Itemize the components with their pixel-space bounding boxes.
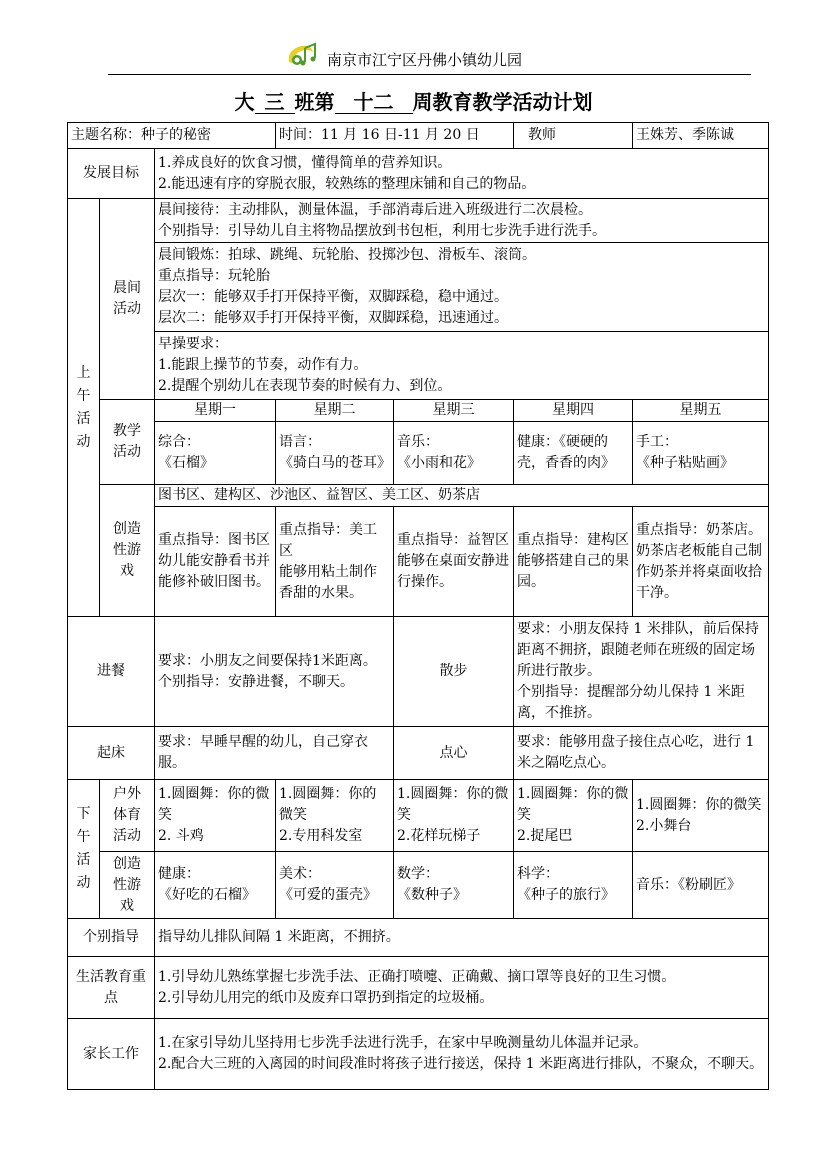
snack-label: 点心 [394, 727, 514, 780]
morning-label-text: 上午活动 [76, 364, 91, 450]
goal-item: 2.能迅速有序的穿脱衣服，较熟练的整理床铺和自己的物品。 [158, 175, 536, 192]
exercise-line: 重点指导：玩轮胎 [158, 268, 270, 284]
exercise-line: 层次一：能够双手打开保持平衡，双脚踩稳，稳中通过。 [158, 289, 508, 305]
outdoor-label-text: 户外体育活动 [113, 786, 141, 844]
calisthenics-line: 1.能跟上操节的节奏，动作有力。 [158, 357, 368, 373]
afternoon-creative-cell [633, 852, 769, 919]
teaching-title: 《骑白马的苍耳》 [279, 455, 391, 471]
early-activity-label [100, 199, 155, 400]
walk-label: 散步 [394, 617, 514, 727]
row-calisthenics [68, 332, 769, 400]
row-afternoon-creative [68, 852, 769, 919]
outdoor-line: 2.小舞台 [636, 817, 692, 834]
creative-cell: 重点指导：益智区 能够在桌面安静进行操作。 [394, 507, 514, 617]
goals-label: 发展目标 [68, 149, 155, 199]
walk-line: 要求：小朋友保持 1 米排队，前后保持距离不拥挤，跟随老师在班级的固定场所进行散步。 [517, 621, 759, 679]
weekday-header: 星期三 [394, 400, 514, 422]
row-areas [68, 485, 769, 507]
afternoon-subject: 音乐： [636, 876, 679, 893]
row-theme [68, 123, 769, 149]
teaching-title: 《硬硬的壳，香香的肉》 [517, 434, 616, 471]
morning-section-label [68, 199, 100, 617]
row-teaching [68, 422, 769, 485]
meal-line: 要求：小朋友之间要保持1米距离。 [158, 652, 377, 669]
row-creative [68, 507, 769, 617]
parents-content [155, 1019, 769, 1090]
teaching-subject: 语言： [279, 434, 321, 450]
outdoor-line: 1.圆圈舞：你的微笑 [636, 796, 762, 813]
outdoor-cell [633, 780, 769, 852]
creative-cell: 重点指导：建构区 能够搭建自己的果园。 [514, 507, 633, 617]
afternoon-title: 《好吃的石榴》 [158, 887, 256, 903]
school-name: 南京市江宁区丹佛小镇幼儿园 [327, 51, 523, 69]
weekday-header: 星期二 [276, 400, 394, 422]
row-exercise [68, 243, 769, 332]
teaching-subject: 综合： [158, 434, 200, 450]
afternoon-title: 《种子的旅行》 [517, 887, 616, 903]
teaching-subject: 音乐： [397, 434, 439, 450]
outdoor-line: 2.专用科发室 [279, 828, 363, 844]
wakeup-content: 要求：早睡早醒的幼儿，自己穿衣服。 [155, 727, 394, 780]
life-edu-item: 1.引导幼儿熟练掌握七步洗手法、正确打喷嚏、正确戴、摘口罩等良好的卫生习惯。 [158, 968, 676, 985]
afternoon-section-label [68, 780, 100, 919]
walk-content [514, 617, 769, 727]
row-life-education [68, 957, 769, 1019]
life-edu-label [68, 957, 155, 1019]
teaching-label [100, 400, 155, 485]
life-edu-label-text: 生活教育重点 [76, 968, 146, 1006]
parents-item: 2.配合大三班的入离园的时间段准时将孩子进行接送，保持 1 米距离进行排队，不聚众，不聊天。 [158, 1056, 764, 1072]
row-outdoor [68, 780, 769, 852]
teaching-cell [276, 422, 394, 485]
afternoon-creative-cell [155, 852, 276, 919]
title-week-number: 十二 [335, 91, 413, 114]
individual-label: 个别指导 [68, 919, 155, 957]
meal-label: 进餐 [68, 617, 155, 727]
creative-cell: 重点指导：奶茶店。 奶茶店老板能自己制作奶茶并将桌面收拾干净。 [633, 507, 769, 617]
header-rule [108, 74, 751, 75]
teaching-subject: 手工： [636, 434, 679, 450]
teaching-title: 《种子粘贴画》 [636, 455, 735, 471]
teaching-title: 《小雨和花》 [397, 455, 481, 471]
calisthenics-content [155, 332, 769, 400]
row-reception [68, 199, 769, 243]
afternoon-title: 《可爱的蛋壳》 [279, 887, 377, 903]
school-logo-icon [285, 40, 323, 70]
parents-item: 1.在家引导幼儿坚持用七步洗手法进行洗手，在家中早晚测量幼儿体温并记录。 [158, 1035, 648, 1051]
goals-content [155, 149, 769, 199]
walk-line: 个别指导：提醒部分幼儿保持 1 米距离，不推挤。 [517, 684, 745, 721]
teaching-cell [394, 422, 514, 485]
teaching-title: 《石榴》 [158, 455, 214, 471]
teacher-label: 教师 [528, 127, 557, 143]
life-edu-item: 2.引导幼儿用完的纸巾及废弃口罩扔到指定的垃圾桶。 [158, 989, 494, 1006]
outdoor-line: 2.花样玩梯子 [397, 828, 481, 844]
meal-line: 个别指导：安静进餐，不聊天。 [158, 673, 354, 690]
exercise-content [155, 243, 769, 332]
meal-content [155, 617, 394, 727]
teacher-label-cell [514, 123, 633, 149]
afternoon-creative-cell [276, 852, 394, 919]
outdoor-cell [155, 780, 276, 852]
teaching-cell [155, 422, 276, 485]
row-parents [68, 1019, 769, 1090]
outdoor-cell [276, 780, 394, 852]
outdoor-line: 2.捉尾巴 [517, 828, 573, 844]
outdoor-line: 1.圆圈舞：你的微笑 [158, 786, 270, 823]
afternoon-creative-text: 创造性游戏 [113, 855, 141, 914]
creative-label [100, 485, 155, 617]
teaching-cell [633, 422, 769, 485]
afternoon-creative-cell [514, 852, 633, 919]
weekly-plan-table [67, 122, 769, 1090]
snack-content: 要求：能够用盘子接住点心吃，进行 1 米之隔吃点心。 [514, 727, 769, 780]
calisthenics-line: 早操要求： [158, 336, 228, 352]
weekday-header: 星期五 [633, 400, 769, 422]
teaching-subject: 健康： [517, 434, 560, 450]
title-prefix: 大 [234, 90, 255, 114]
outdoor-cell [514, 780, 633, 852]
title-class-number: 三 [255, 91, 295, 114]
teaching-cell [514, 422, 633, 485]
row-individual [68, 919, 769, 957]
row-wakeup-snack [68, 727, 769, 780]
creative-cell: 重点指导：美工区 能够用粘土制作香甜的水果。 [276, 507, 394, 617]
early-activity-text: 晨间活动 [113, 280, 141, 317]
individual-content: 指导幼儿排队间隔 1 米距离，不拥挤。 [155, 919, 769, 957]
afternoon-subject: 科学： [517, 866, 560, 882]
exercise-line: 层次二：能够双手打开保持平衡，双脚踩稳，迅速通过。 [158, 310, 508, 326]
title-mid: 班第 [294, 90, 335, 114]
teacher-names-cell: 王姝芳、季陈诚 [633, 123, 769, 149]
row-goals [68, 149, 769, 199]
row-meal-walk [68, 617, 769, 727]
row-weekdays [68, 400, 769, 422]
afternoon-title: 《数种子》 [397, 887, 467, 903]
outdoor-line: 1.圆圈舞：你的微笑 [517, 786, 629, 823]
outdoor-line: 1.圆圈舞：你的微笑 [279, 786, 377, 823]
creative-cell: 重点指导：图书区 幼儿能安静看书并能修补破旧图书。 [155, 507, 276, 617]
goal-item: 1.养成良好的饮食习惯，懂得简单的营养知识。 [158, 154, 452, 171]
outdoor-line: 1.圆圈舞：你的微笑 [397, 786, 509, 823]
afternoon-subject: 数学： [397, 866, 439, 882]
time-cell: 时间：11 月 16 日-11 月 20 日 [276, 123, 514, 149]
exercise-line: 晨间锻炼：拍球、跳绳、玩轮胎、投掷沙包、滑板车、滚筒。 [158, 247, 536, 263]
afternoon-label-text: 下午活动 [76, 806, 91, 891]
parents-label: 家长工作 [68, 1019, 155, 1090]
afternoon-title: 《粉刷匠》 [678, 876, 742, 893]
afternoon-creative-cell [394, 852, 514, 919]
outdoor-line: 2. 斗鸡 [158, 828, 204, 844]
calisthenics-line: 2.提醒个别幼儿在表现节奏的时候有力、到位。 [158, 378, 452, 394]
afternoon-creative-label [100, 852, 155, 919]
life-edu-content [155, 957, 769, 1019]
teaching-label-text: 教学活动 [113, 423, 141, 460]
theme-cell: 主题名称：种子的秘密 [68, 123, 276, 149]
reception-line: 晨间接待：主动排队，测量体温，手部消毒后进入班级进行二次晨检。 [158, 201, 592, 218]
creative-label-text: 创造性游戏 [113, 521, 141, 579]
page-title [0, 89, 827, 115]
wakeup-label: 起床 [68, 727, 155, 780]
areas-cell: 图书区、建构区、沙池区、益智区、美工区、奶茶店 [155, 485, 769, 507]
afternoon-subject: 健康： [158, 866, 200, 882]
title-suffix: 周教育教学活动计划 [412, 90, 593, 114]
weekday-header: 星期一 [155, 400, 276, 422]
outdoor-label [100, 780, 155, 852]
afternoon-subject: 美术： [279, 866, 321, 882]
outdoor-cell [394, 780, 514, 852]
reception-content [155, 199, 769, 243]
weekday-header: 星期四 [514, 400, 633, 422]
reception-line: 个别指导：引导幼儿自主将物品摆放到书包柜，利用七步洗手进行洗手。 [158, 222, 606, 239]
page-header [0, 0, 827, 80]
